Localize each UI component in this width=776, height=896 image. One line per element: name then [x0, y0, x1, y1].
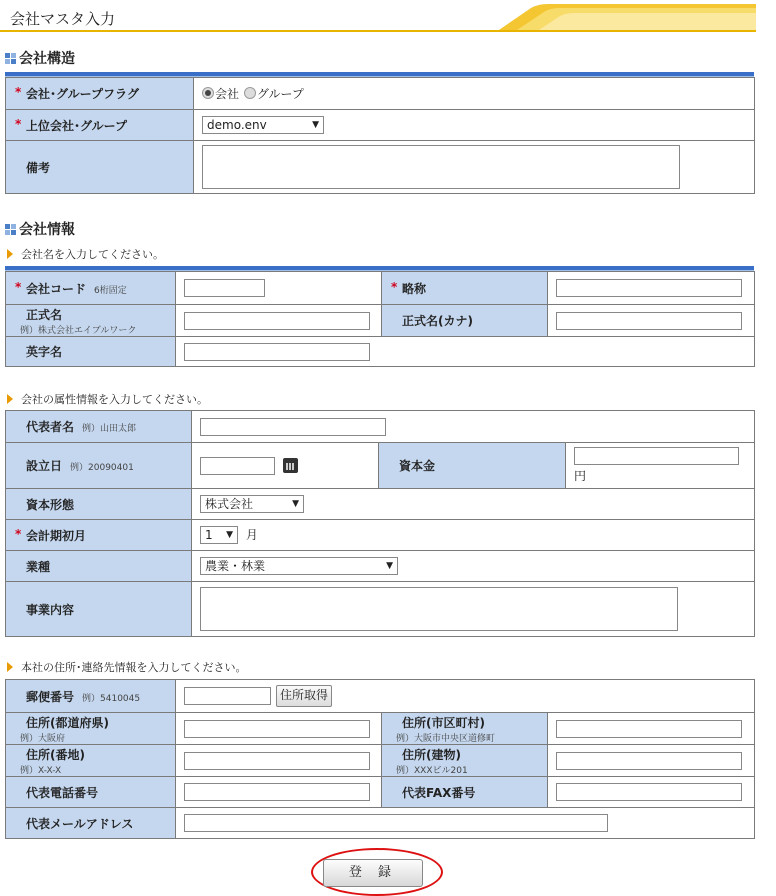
city-label: 住所(市区町村)	[402, 715, 485, 730]
page-header	[0, 0, 756, 34]
note-textarea[interactable]	[202, 145, 680, 189]
pref-example: 例）大阪府	[20, 733, 66, 744]
industry-label-cell	[6, 551, 192, 582]
table-row	[6, 305, 755, 337]
dropdown-arrow-icon: ▼	[226, 530, 233, 541]
email-value-cell	[176, 808, 755, 839]
business-textarea[interactable]	[200, 587, 678, 631]
radio-group-label: グループ	[256, 87, 304, 101]
flag-label-cell	[6, 78, 194, 110]
attributes-table	[5, 410, 755, 637]
formal-name-input[interactable]	[184, 312, 370, 330]
rep-example: 例）山田太郎	[82, 424, 137, 434]
note-value-cell	[194, 141, 755, 194]
city-example: 例）大阪市中央区道修町	[396, 733, 496, 744]
company-code-input[interactable]	[184, 279, 265, 297]
postal-label: 郵便番号	[26, 689, 75, 704]
formal-label-cell	[6, 305, 176, 337]
section-title-text: 会社情報	[19, 222, 75, 238]
table-row	[6, 582, 755, 637]
radio-company-label: 会社	[215, 87, 240, 101]
table-row	[6, 337, 755, 367]
pref-label-cell	[6, 713, 176, 745]
building-input[interactable]	[556, 752, 742, 770]
fiscal-month-value: 1	[205, 528, 213, 543]
city-label-cell	[382, 713, 548, 745]
street-label: 住所(番地)	[26, 747, 85, 762]
table-row	[6, 411, 755, 443]
capital-input[interactable]	[574, 447, 739, 465]
email-label-cell	[6, 808, 176, 839]
capital-label: 資本金	[399, 459, 436, 473]
founded-example: 例）20090401	[70, 463, 134, 473]
prefecture-input[interactable]	[184, 720, 370, 738]
postal-label-cell	[6, 680, 176, 713]
table-row	[6, 713, 755, 745]
table-row	[6, 272, 755, 305]
note-label-cell	[6, 141, 194, 194]
phone-input[interactable]	[184, 783, 370, 801]
building-value-cell	[548, 745, 755, 777]
dropdown-arrow-icon: ▼	[312, 120, 319, 130]
header-underline	[0, 30, 756, 32]
founded-label-cell	[6, 443, 192, 489]
fiscal-label: 会計期初月	[26, 528, 87, 543]
founded-label: 設立日	[26, 459, 63, 473]
hint-arrow-icon	[7, 249, 13, 259]
business-value-cell	[192, 582, 755, 637]
table-row	[6, 110, 755, 141]
radio-group[interactable]	[244, 87, 256, 99]
capital-unit: 円	[574, 469, 587, 483]
required-mark: *	[391, 279, 398, 294]
fax-input[interactable]	[556, 783, 742, 801]
capital-value-cell	[566, 443, 755, 489]
kana-value-cell	[548, 305, 755, 337]
representative-input[interactable]	[200, 418, 386, 436]
flag-value-cell	[194, 78, 755, 110]
header-decoration	[456, 2, 756, 32]
form-label-cell	[6, 489, 192, 520]
founded-value-cell	[192, 443, 379, 489]
formal-label: 正式名	[26, 307, 63, 322]
code-label: 会社コード	[26, 281, 87, 296]
company-info-table	[5, 271, 755, 367]
phone-label: 代表電話番号	[26, 785, 99, 800]
parent-value-cell	[194, 110, 755, 141]
email-input[interactable]	[184, 814, 608, 832]
code-label-cell	[6, 272, 176, 305]
table-row	[6, 520, 755, 551]
radio-company[interactable]	[202, 87, 214, 99]
required-mark: *	[15, 85, 22, 99]
formal-name-kana-input[interactable]	[556, 312, 742, 330]
abbr-label: 略称	[402, 281, 427, 296]
formal-value-cell	[176, 305, 382, 337]
english-label-cell	[6, 337, 176, 367]
fiscal-label-cell	[6, 520, 192, 551]
table-row	[6, 443, 755, 489]
fetch-address-button[interactable]: 住所取得	[276, 685, 332, 707]
form-value-cell	[192, 489, 755, 520]
table-row	[6, 489, 755, 520]
hint-company-name	[7, 246, 164, 262]
pref-value-cell	[176, 713, 382, 745]
fax-label-cell	[382, 777, 548, 808]
abbreviation-input[interactable]	[556, 279, 742, 297]
table-row	[6, 745, 755, 777]
table-row	[6, 141, 755, 194]
english-name-input[interactable]	[184, 343, 370, 361]
hint-arrow-icon	[7, 394, 13, 404]
calendar-icon[interactable]	[283, 458, 298, 473]
note-label: 備考	[26, 160, 51, 175]
pref-label: 住所(都道府県)	[26, 715, 109, 730]
capital-form-select[interactable]	[200, 495, 304, 513]
industry-label: 業種	[26, 559, 51, 574]
english-label: 英字名	[26, 345, 63, 359]
rep-label-cell	[6, 411, 192, 443]
required-mark: *	[15, 279, 22, 294]
hint-text: 会社の属性情報を入力してください。	[21, 393, 208, 406]
parent-label: 上位会社･グループ	[26, 118, 128, 133]
street-input[interactable]	[184, 752, 370, 770]
industry-value: 農業・林業	[205, 559, 266, 573]
hint-attributes	[7, 391, 208, 407]
parent-label-cell	[6, 110, 194, 141]
building-label: 住所(建物)	[402, 747, 461, 762]
fiscal-value-cell	[192, 520, 755, 551]
formal-example: 例）株式会社エイブルワーク	[20, 325, 137, 336]
street-label-cell	[6, 745, 176, 777]
fax-value-cell	[548, 777, 755, 808]
flag-label: 会社･グループフラグ	[26, 87, 140, 101]
abbr-label-cell	[382, 272, 548, 305]
phone-value-cell	[176, 777, 382, 808]
dropdown-arrow-icon: ▼	[292, 499, 299, 509]
hint-arrow-icon	[7, 662, 13, 672]
city-input[interactable]	[556, 720, 742, 738]
code-value-cell	[176, 272, 382, 305]
section-title-text: 会社構造	[19, 51, 75, 67]
section-grid-icon	[5, 224, 16, 235]
structure-table	[5, 77, 755, 194]
hint-address	[7, 659, 247, 675]
table-row	[6, 808, 755, 839]
street-example: 例）X-X-X	[20, 765, 62, 776]
founded-date-input[interactable]	[200, 457, 275, 475]
kana-label: 正式名(カナ)	[402, 314, 473, 328]
hint-text: 会社名を入力してください。	[21, 248, 164, 261]
dropdown-arrow-icon: ▼	[386, 561, 393, 571]
capital-label-cell	[379, 443, 566, 489]
code-note: 6桁固定	[94, 285, 127, 296]
form-label: 資本形態	[26, 497, 75, 512]
hint-text: 本社の住所･連絡先情報を入力してください。	[21, 661, 247, 674]
phone-label-cell	[6, 777, 176, 808]
register-button[interactable]: 登 録	[323, 859, 423, 887]
postal-value-cell	[176, 680, 755, 713]
industry-select[interactable]	[200, 557, 398, 575]
building-example: 例）XXXビル201	[396, 765, 468, 776]
abbr-value-cell	[548, 272, 755, 305]
capital-form-value: 株式会社	[205, 497, 254, 511]
email-label: 代表メールアドレス	[26, 816, 134, 831]
street-value-cell	[176, 745, 382, 777]
parent-select[interactable]	[202, 116, 324, 134]
business-label: 事業内容	[26, 602, 75, 617]
kana-label-cell	[382, 305, 548, 337]
industry-value-cell	[192, 551, 755, 582]
section-grid-icon	[5, 53, 16, 64]
rep-label: 代表者名	[26, 420, 75, 434]
postal-code-input[interactable]	[184, 687, 271, 705]
rep-value-cell	[192, 411, 755, 443]
address-table	[5, 679, 755, 839]
table-row	[6, 551, 755, 582]
fiscal-month-select[interactable]	[200, 526, 238, 544]
business-label-cell	[6, 582, 192, 637]
required-mark: *	[15, 116, 22, 131]
fax-label: 代表FAX番号	[402, 785, 476, 800]
section-title-structure	[5, 48, 75, 68]
table-row	[6, 680, 755, 713]
fiscal-unit: 月	[245, 527, 258, 542]
city-value-cell	[548, 713, 755, 745]
table-row	[6, 777, 755, 808]
postal-example: 例）5410045	[82, 693, 141, 704]
required-mark: *	[15, 526, 22, 541]
building-label-cell	[382, 745, 548, 777]
table-row	[6, 78, 755, 110]
parent-select-value: demo.env	[207, 118, 267, 132]
english-value-cell	[176, 337, 755, 367]
section-title-company	[5, 219, 75, 239]
page-title: 会社マスタ入力	[10, 10, 116, 28]
